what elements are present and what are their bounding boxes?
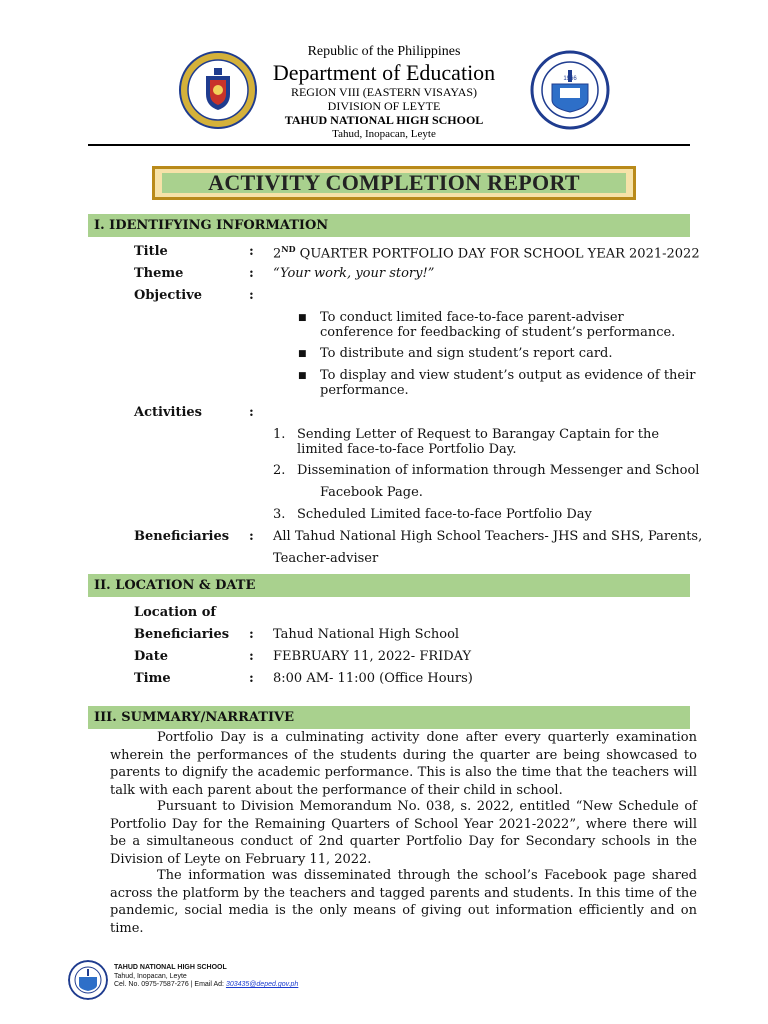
activity-item: Scheduled Limited face-to-face Portfolio Day <box>297 507 592 522</box>
beneficiaries-value-line1: All Tahud National High School Teachers- JHS and SHS, Parents, <box>273 529 703 544</box>
beneficiaries-value-line2: Teacher-adviser <box>273 551 379 566</box>
narrative-paragraph: The information was disseminated through the school’s Facebook page shared across the platform by the teachers and tagged parents and students. In this time of the pandemic, social media is the only means of giving out information efficiently and on time. <box>110 868 697 936</box>
footer-address: Tahud, Inopacan, Leyte <box>114 972 187 980</box>
section-identifying-information: I. IDENTIFYING INFORMATION <box>88 214 690 237</box>
objective-item: To conduct limited face-to-face parent-adviser conference for feedbacking of student’s performance. <box>320 310 676 340</box>
school-seal-icon <box>530 50 610 130</box>
header-divider <box>88 144 690 146</box>
header-republic: Republic of the Philippines <box>307 44 461 59</box>
colon: : <box>249 627 254 642</box>
activities-label: Activities <box>134 405 202 420</box>
location-value: Tahud National High School <box>273 627 460 642</box>
theme-label: Theme <box>134 266 184 281</box>
objective-item: To display and view student’s output as evidence of their performance. <box>320 368 696 398</box>
colon: : <box>249 405 254 420</box>
time-label: Time <box>134 671 171 686</box>
footer-contact-prefix: Cel. No. 0975-7587-276 | Email Ad: <box>114 981 226 988</box>
header-region: REGION VIII (EASTERN VISAYAS) <box>290 85 478 99</box>
colon: : <box>249 671 254 686</box>
bullet-icon: ■ <box>298 371 307 381</box>
activity-number: 2. <box>273 463 286 478</box>
section-location-date: II. LOCATION & DATE <box>88 574 690 597</box>
footer-school-name: TAHUD NATIONAL HIGH SCHOOL <box>114 964 227 971</box>
narrative-paragraph: Pursuant to Division Memorandum No. 038, s. 2022, entitled “New Schedule of Portfolio Day for the Remaining Quarters of School Year 2021-2022”, where there will be a simultaneous conduct of 2nd quarter Portfolio Day for Secondary schools in the Division of Leyte on February 11, 2022. <box>110 799 697 867</box>
activity-number: 3. <box>273 507 286 522</box>
beneficiaries-label: Beneficiaries <box>134 529 230 544</box>
activity-number: 1. <box>273 427 286 442</box>
footer-contact-line <box>114 981 298 990</box>
footer-contact <box>114 964 298 990</box>
report-title: ACTIVITY COMPLETION REPORT <box>162 173 626 193</box>
footer-email-link[interactable]: 303435@deped.gov.ph <box>225 981 299 988</box>
time-value: 8:00 AM- 11:00 (Office Hours) <box>273 671 473 686</box>
header-division: DIVISION OF LEYTE <box>327 99 441 113</box>
header-address: Tahud, Inopacan, Leyte <box>332 128 436 140</box>
header-school: TAHUD NATIONAL HIGH SCHOOL <box>284 113 484 127</box>
theme-value: “Your work, your story!” <box>273 266 435 281</box>
bullet-icon: ■ <box>298 349 307 359</box>
date-value: FEBRUARY 11, 2022- FRIDAY <box>273 649 472 664</box>
section-summary-narrative: III. SUMMARY/NARRATIVE <box>88 706 690 729</box>
title-value <box>273 244 700 261</box>
footer-school-seal-icon <box>68 960 108 1000</box>
svg-text:1966: 1966 <box>563 76 577 82</box>
title-value-prefix: 2 <box>273 246 282 262</box>
title-value-rest: QUARTER PORTFOLIO DAY FOR SCHOOL YEAR 2021-2022 <box>295 246 700 262</box>
colon: : <box>249 244 254 259</box>
activity-item: Sending Letter of Request to Barangay Captain for the limited face-to-face Portfolio Day. <box>297 427 660 457</box>
colon: : <box>249 288 254 303</box>
location-label-line2: Beneficiaries <box>134 627 230 642</box>
colon: : <box>249 266 254 281</box>
location-label-line1: Location of <box>134 605 217 620</box>
bullet-icon: ■ <box>298 313 307 323</box>
narrative-paragraph: Portfolio Day is a culminating activity done after every quarterly examination wherein the performances of the students during the quarter are being showcased to parents to dignify the academic performance. This is also the time that the teachers will talk with each parent about the performance of their child in school. <box>110 730 697 798</box>
colon: : <box>249 529 254 544</box>
header-department: Department of Education <box>272 60 496 85</box>
activity-item-continued: Facebook Page. <box>320 485 423 500</box>
objective-item: To distribute and sign student’s report card. <box>320 346 613 361</box>
colon: : <box>249 649 254 664</box>
objective-label: Objective <box>134 288 203 303</box>
title-label: Title <box>134 244 168 259</box>
report-title-box <box>152 166 636 200</box>
title-value-sup: ND <box>281 244 296 254</box>
activity-item: Dissemination of information through Messenger and School <box>297 463 700 478</box>
date-label: Date <box>134 649 168 664</box>
